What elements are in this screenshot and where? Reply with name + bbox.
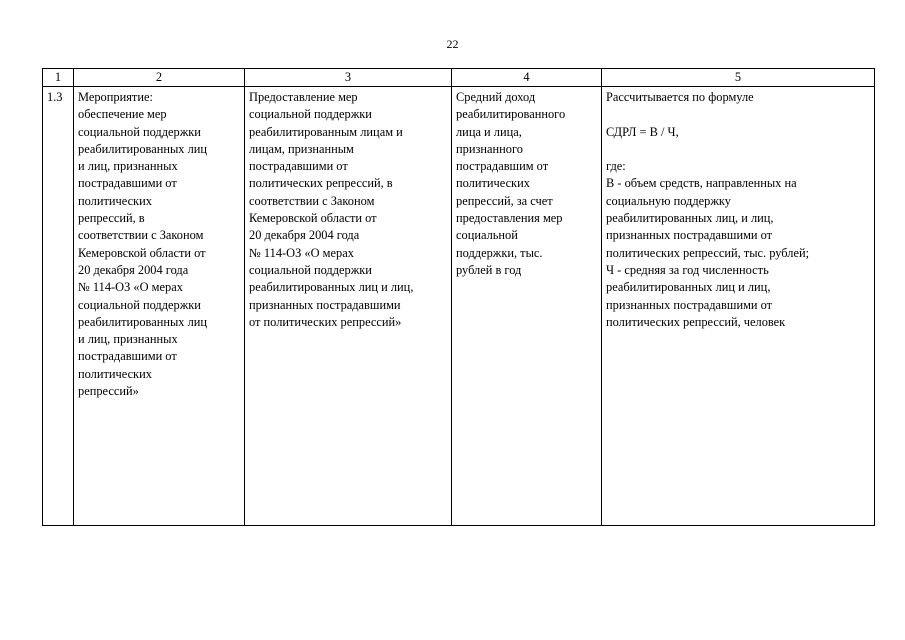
indicator-line: Кемеровской области от — [249, 211, 377, 226]
indicator-table — [42, 68, 875, 526]
event-line: репрессий, в — [78, 211, 145, 226]
event-line: реабилитированных лиц — [78, 314, 208, 329]
unit-line: политических — [456, 176, 530, 191]
unit-line: предоставления мер — [456, 211, 563, 226]
header-col-3: 3 — [245, 69, 452, 87]
formula-definition-line: социальную поддержку — [606, 193, 731, 208]
indicator-line: пострадавшими от — [249, 159, 348, 174]
formula-where: где: — [606, 159, 626, 174]
formula-definition-line: признанных пострадавшими от — [606, 228, 773, 243]
unit-line: признанного — [456, 141, 523, 156]
spacer — [606, 106, 870, 123]
formula-definition-line: политических репрессий, человек — [606, 314, 786, 329]
unit-line: социальной — [456, 228, 518, 243]
event-line: социальной поддержки — [78, 297, 201, 312]
unit-line: рублей в год — [456, 262, 522, 277]
formula-definition-line: признанных пострадавшими от — [606, 297, 773, 312]
event-line: репрессий» — [78, 384, 139, 399]
formula-cell — [602, 87, 875, 526]
indicator-line: 20 декабря 2004 года — [249, 228, 360, 243]
event-line: реабилитированных лиц — [78, 141, 208, 156]
event-line: Мероприятие: — [78, 90, 153, 104]
page-number: 22 — [446, 37, 459, 51]
indicator-cell — [245, 87, 452, 526]
event-line: и лиц, признанных — [78, 159, 178, 174]
formula-definition-line: политических репрессий, тыс. рублей; — [606, 245, 810, 260]
unit-line: лица и лица, — [456, 124, 522, 139]
formula-definition-line: реабилитированных лиц и лиц, — [606, 280, 771, 295]
unit-line: репрессий, за счет — [456, 193, 553, 208]
formula-definition-line: Ч - средняя за год численность — [606, 262, 769, 277]
spacer — [606, 141, 870, 158]
formula-definition-line: реабилитированных лиц, и лиц, — [606, 211, 774, 226]
indicator-line: лицам, признанным — [249, 141, 354, 156]
event-line: № 114-ОЗ «О мерах — [78, 280, 183, 295]
table-row — [43, 87, 875, 526]
event-line: и лиц, признанных — [78, 332, 178, 347]
event-line: политических — [78, 193, 152, 208]
unit-line: Средний доход — [456, 90, 536, 104]
indicator-line: социальной поддержки — [249, 262, 372, 277]
header-row — [43, 69, 875, 87]
event-line: пострадавшими от — [78, 176, 177, 191]
event-line: обеспечение мер — [78, 107, 167, 122]
event-cell — [74, 87, 245, 526]
header-col-2: 2 — [74, 69, 245, 87]
event-line: политических — [78, 366, 152, 381]
indicator-line: политических репрессий, в — [249, 176, 393, 191]
event-line: Кемеровской области от — [78, 245, 206, 260]
indicator-line: Предоставление мер — [249, 90, 358, 104]
header-col-1: 1 — [43, 69, 74, 87]
indicator-line: реабилитированных лиц и лиц, — [249, 280, 414, 295]
unit-cell — [452, 87, 602, 526]
row-number: 1.3 — [43, 87, 74, 526]
indicator-line: № 114-ОЗ «О мерах — [249, 245, 354, 260]
event-line: 20 декабря 2004 года — [78, 262, 189, 277]
formula-intro: Рассчитывается по формуле — [606, 90, 754, 104]
event-line: пострадавшими от — [78, 349, 177, 364]
header-col-5: 5 — [602, 69, 875, 87]
indicator-line: социальной поддержки — [249, 107, 372, 122]
unit-line: пострадавшим от — [456, 159, 549, 174]
header-col-4: 4 — [452, 69, 602, 87]
event-line: соответствии с Законом — [78, 228, 204, 243]
formula-expression: СДРЛ = В / Ч, — [606, 124, 679, 139]
unit-line: реабилитированного — [456, 107, 566, 122]
indicator-line: соответствии с Законом — [249, 193, 375, 208]
indicator-line: от политических репрессий» — [249, 314, 402, 329]
formula-definition-line: В - объем средств, направленных на — [606, 176, 797, 191]
event-line: социальной поддержки — [78, 124, 201, 139]
indicator-line: реабилитированным лицам и — [249, 124, 403, 139]
unit-line: поддержки, тыс. — [456, 245, 543, 260]
indicator-line: признанных пострадавшими — [249, 297, 401, 312]
